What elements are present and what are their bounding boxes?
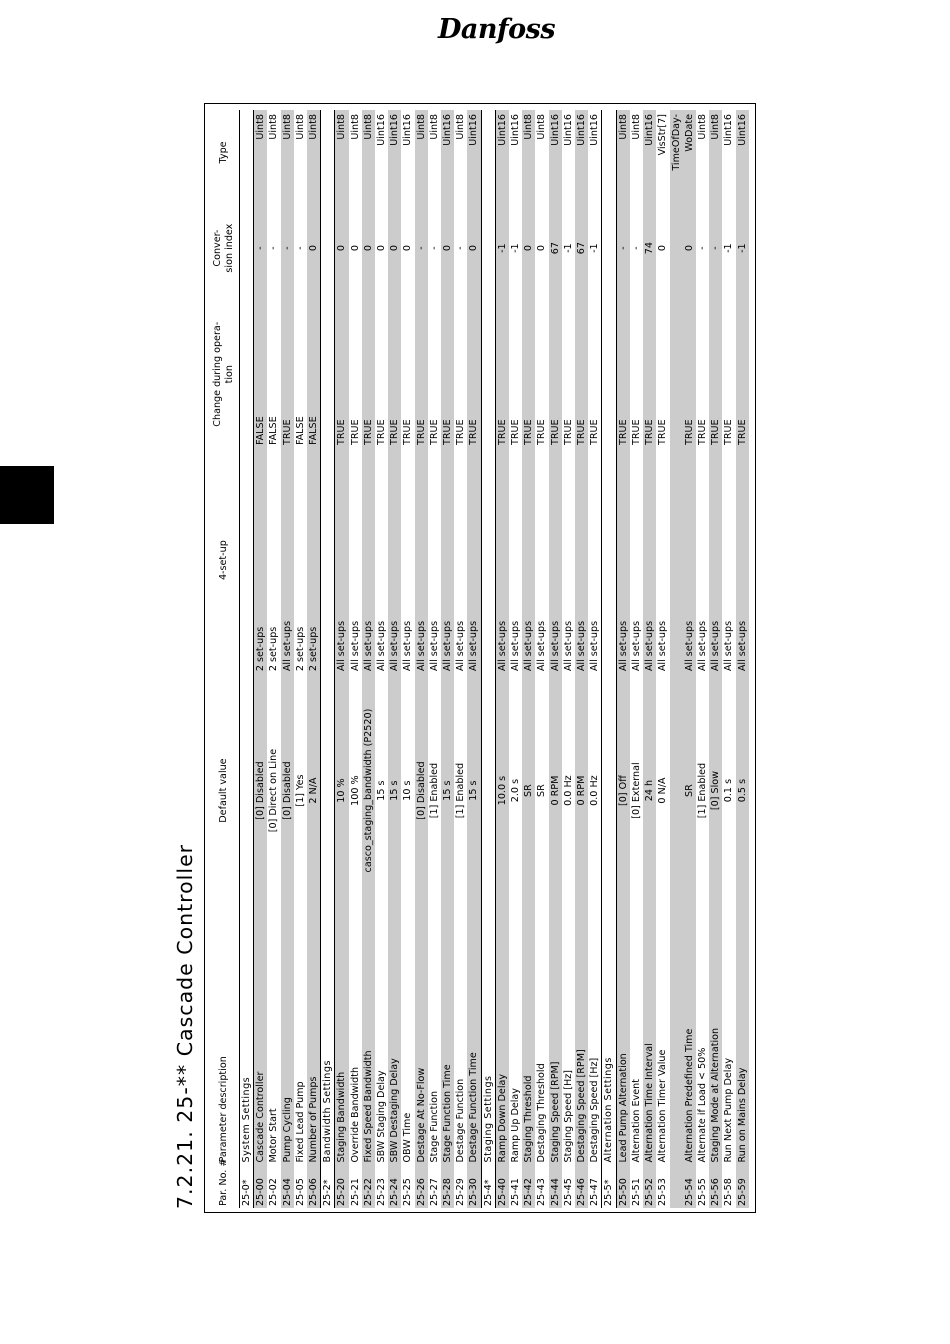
param-type: Uint8 <box>696 114 708 140</box>
param-setup: All set-ups <box>455 620 467 672</box>
param-number: 25-58 <box>723 1178 735 1206</box>
param-change: FALSE <box>268 416 280 446</box>
table-row <box>281 110 294 1208</box>
param-number: 25-45 <box>562 1178 574 1206</box>
param-setup: All set-ups <box>441 447 454 673</box>
param-setup: All set-ups <box>415 447 428 673</box>
param-change: TRUE <box>696 419 708 446</box>
group-number: 25-0* <box>240 1165 254 1208</box>
param-number: 25-24 <box>388 1165 401 1208</box>
param-setup: All set-ups <box>428 620 440 672</box>
header-conversion <box>209 195 240 302</box>
param-setup: All set-ups <box>376 620 388 672</box>
table-row <box>495 110 509 1208</box>
param-type: Uint16 <box>549 110 562 195</box>
param-description: Destaging Speed [RPM] <box>575 908 588 1165</box>
table-row <box>616 110 630 1208</box>
param-type: Uint8 <box>281 110 294 195</box>
param-description: Ramp Down Delay <box>495 908 509 1165</box>
param-conversion: 0 <box>402 245 414 252</box>
param-type: Uint16 <box>441 110 454 195</box>
param-change: TRUE <box>402 419 414 446</box>
param-change: TRUE <box>736 301 749 447</box>
param-conversion: 0 <box>335 195 349 302</box>
param-number: 25-43 <box>536 1178 548 1206</box>
param-number: 25-53 <box>657 1178 669 1206</box>
param-change: FALSE <box>254 301 268 447</box>
param-type: Uint8 <box>268 114 280 140</box>
param-setup: All set-ups <box>616 447 630 673</box>
group-number: 25-4* <box>481 1165 495 1208</box>
param-type: Uint8 <box>536 114 548 140</box>
param-number: 25-46 <box>575 1165 588 1208</box>
param-conversion: - <box>268 246 280 250</box>
table-header-row <box>209 110 240 1208</box>
param-description: Alternation Predefined Time <box>670 908 696 1165</box>
param-change: TRUE <box>536 419 548 446</box>
param-type: Uint16 <box>736 110 749 195</box>
param-conversion: 0 <box>536 245 548 252</box>
param-conversion: 67 <box>549 195 562 302</box>
param-setup: 2 set-ups <box>268 626 280 672</box>
param-default: 0 RPM <box>549 673 562 908</box>
param-description: SBW Staging Delay <box>376 1070 388 1163</box>
table-row <box>670 110 696 1208</box>
param-default: [0] Disabled <box>281 673 294 908</box>
param-conversion: -1 <box>495 195 509 302</box>
group-header-row <box>602 110 616 1208</box>
param-conversion: - <box>696 246 708 250</box>
param-number: 25-41 <box>510 1178 522 1206</box>
param-number: 25-23 <box>376 1178 388 1206</box>
header-par-no: Par. No. # <box>218 1158 230 1206</box>
table-row <box>630 110 643 1208</box>
param-description: Override Bandwidth <box>349 1066 361 1163</box>
param-change: TRUE <box>495 301 509 447</box>
table-row <box>722 110 735 1208</box>
param-description: Fixed Speed Bandwidth <box>362 908 375 1165</box>
param-setup: All set-ups <box>562 620 574 672</box>
param-type-line1: TimeOfDay- <box>670 114 682 171</box>
param-conversion: - <box>281 195 294 302</box>
param-change: TRUE <box>467 301 481 447</box>
param-type: Uint16 <box>510 114 522 146</box>
param-change: TRUE <box>415 301 428 447</box>
header-setup: 4-set-up <box>218 540 229 581</box>
param-default: 100 % <box>349 775 361 806</box>
param-conversion: -1 <box>589 243 601 253</box>
param-number: 25-25 <box>402 1178 414 1206</box>
param-number: 25-22 <box>362 1165 375 1208</box>
param-change: TRUE <box>428 419 440 446</box>
param-type: Uint8 <box>709 110 722 195</box>
param-type: Uint8 <box>335 110 349 195</box>
param-type: Uint16 <box>467 110 481 195</box>
param-change: TRUE <box>630 419 642 446</box>
param-setup: 2 set-ups <box>307 447 321 673</box>
group-number: 25-5* <box>602 1165 616 1208</box>
param-change: TRUE <box>376 419 388 446</box>
param-conversion: -1 <box>736 195 749 302</box>
group-title: System Settings <box>240 110 254 1165</box>
param-description: Alternation Timer Value <box>657 1049 669 1163</box>
param-conversion: 74 <box>643 195 656 302</box>
param-setup: All set-ups <box>630 620 642 672</box>
param-default: 10.0 s <box>495 673 509 908</box>
table-row <box>709 110 722 1208</box>
param-change: TRUE <box>657 419 669 446</box>
header-conv-line2: sion index <box>224 223 235 273</box>
param-conversion: 0 <box>388 195 401 302</box>
table-row <box>254 110 268 1208</box>
table-row <box>267 110 280 1208</box>
param-number: 25-40 <box>495 1165 509 1208</box>
param-conversion: 0 <box>467 195 481 302</box>
param-change: TRUE <box>575 301 588 447</box>
param-change: TRUE <box>562 419 574 446</box>
param-default: 0 RPM <box>575 673 588 908</box>
param-conversion: 0 <box>307 195 321 302</box>
param-default: 10 s <box>402 780 414 801</box>
param-change: TRUE <box>709 301 722 447</box>
group-number: 25-2* <box>321 1165 335 1208</box>
param-default: SR <box>670 673 696 908</box>
param-type: Uint8 <box>522 110 535 195</box>
table-row <box>509 110 522 1208</box>
header-description: Parameter description <box>218 1056 230 1163</box>
param-change: TRUE <box>335 301 349 447</box>
param-change: TRUE <box>522 301 535 447</box>
param-type: Uint8 <box>254 110 268 195</box>
param-default: 15 s <box>388 673 401 908</box>
param-default: [0] Slow <box>709 673 722 908</box>
param-default: [0] Off <box>616 673 630 908</box>
param-number: 25-56 <box>709 1165 722 1208</box>
param-number: 25-51 <box>630 1178 642 1206</box>
table-row <box>335 110 349 1208</box>
param-setup: All set-ups <box>281 447 294 673</box>
table-row <box>349 110 362 1208</box>
param-conversion: - <box>616 195 630 302</box>
param-conversion: 0 <box>349 245 361 252</box>
param-description: Staging Speed [RPM] <box>549 908 562 1165</box>
group-title: Staging Settings <box>481 110 495 1165</box>
table-row <box>588 110 602 1208</box>
table-frame <box>204 103 756 1213</box>
param-description: Destaging Speed [Hz] <box>589 1057 601 1163</box>
group-title: Bandwidth Settings <box>321 110 335 1165</box>
param-number: 25-44 <box>549 1165 562 1208</box>
param-conversion: -1 <box>510 243 522 253</box>
param-type: Uint16 <box>589 114 601 146</box>
param-description: Destage At No-Flow <box>415 908 428 1165</box>
group-header-row <box>240 110 254 1208</box>
param-setup: All set-ups <box>657 620 669 672</box>
chapter-tab-marker <box>0 466 54 524</box>
param-number: 25-21 <box>349 1178 361 1206</box>
param-change: TRUE <box>643 301 656 447</box>
danfoss-logo: Danfoss <box>438 14 556 45</box>
param-change: TRUE <box>362 301 375 447</box>
param-default: 0.1 s <box>723 778 735 803</box>
param-change: FALSE <box>294 416 306 446</box>
param-type: Uint8 <box>362 110 375 195</box>
param-type: Uint8 <box>630 114 642 140</box>
param-number: 25-26 <box>415 1165 428 1208</box>
param-type: Uint16 <box>575 110 588 195</box>
param-setup: All set-ups <box>402 620 414 672</box>
param-conversion: 0 <box>670 195 696 302</box>
param-setup: All set-ups <box>723 620 735 672</box>
param-setup: All set-ups <box>510 620 522 672</box>
param-description: Destage Function <box>455 1078 467 1163</box>
param-conversion: 0 <box>362 195 375 302</box>
param-number: 25-50 <box>616 1165 630 1208</box>
param-default: SR <box>522 673 535 908</box>
param-description: Motor Start <box>268 1108 280 1163</box>
parameter-table <box>209 110 749 1208</box>
param-change: TRUE <box>388 301 401 447</box>
param-default: 0 N/A <box>657 777 669 804</box>
table-row <box>696 110 709 1208</box>
param-default: 0.0 Hz <box>562 775 574 806</box>
param-description: Staging Mode at Alternation <box>709 908 722 1165</box>
table-row <box>428 110 441 1208</box>
param-type: Uint8 <box>307 110 321 195</box>
param-setup: All set-ups <box>549 447 562 673</box>
param-number: 25-42 <box>522 1165 535 1208</box>
param-default: 0.0 Hz <box>589 775 601 806</box>
param-default: 15 s <box>376 780 388 801</box>
param-setup: All set-ups <box>349 620 361 672</box>
param-setup: All set-ups <box>696 620 708 672</box>
table-body <box>240 110 749 1208</box>
param-description: Run on Mains Delay <box>736 908 749 1165</box>
param-default: [0] Disabled <box>254 673 268 908</box>
table-row <box>549 110 562 1208</box>
param-number: 25-02 <box>268 1178 280 1206</box>
param-default: casco_staging_bandwidth (P2520) <box>362 673 375 908</box>
param-change: TRUE <box>510 419 522 446</box>
param-default: [1] Enabled <box>428 762 440 819</box>
header-conv-line1: Conver- <box>212 229 223 267</box>
param-type: Uint16 <box>388 110 401 195</box>
param-setup: 2 set-ups <box>254 447 268 673</box>
param-change: TRUE <box>670 301 696 447</box>
param-change: TRUE <box>589 419 601 446</box>
table-row <box>562 110 575 1208</box>
table-row <box>575 110 588 1208</box>
param-default: [1] Enabled <box>455 762 467 819</box>
param-default: 2.0 s <box>510 778 522 803</box>
param-change: FALSE <box>307 301 321 447</box>
param-description: Staging Speed [Hz] <box>562 1069 574 1163</box>
param-default: [1] Enabled <box>696 762 708 819</box>
param-conversion: - <box>254 195 268 302</box>
table-row <box>388 110 401 1208</box>
table-row <box>467 110 481 1208</box>
param-description: Run Next Pump Delay <box>723 1057 735 1163</box>
param-conversion: - <box>630 246 642 250</box>
param-default: 15 s <box>441 673 454 908</box>
param-conversion: 0 <box>441 195 454 302</box>
param-type: Uint8 <box>616 110 630 195</box>
param-default: [0] Direct on Line <box>268 748 280 833</box>
param-setup: All set-ups <box>670 447 696 673</box>
param-default: [1] Yes <box>294 774 306 807</box>
section-title: 7.2.21. 25-** Cascade Controller <box>173 843 197 1209</box>
table-row <box>362 110 375 1208</box>
param-change: TRUE <box>616 301 630 447</box>
param-type: Uint16 <box>562 114 574 146</box>
header-change <box>209 301 240 447</box>
param-number: 25-47 <box>589 1178 601 1206</box>
param-default: 0.5 s <box>736 673 749 908</box>
param-number: 25-20 <box>335 1165 349 1208</box>
param-type: Uint8 <box>455 114 467 140</box>
param-type: Uint8 <box>415 110 428 195</box>
param-type: Uint16 <box>402 114 414 146</box>
param-number: 25-30 <box>467 1165 481 1208</box>
param-number: 25-28 <box>441 1165 454 1208</box>
param-description: Number of Pumps <box>307 908 321 1165</box>
param-setup: All set-ups <box>522 447 535 673</box>
param-number: 25-04 <box>281 1165 294 1208</box>
param-default: [0] Disabled <box>415 673 428 908</box>
table-row <box>415 110 428 1208</box>
param-default: 2 N/A <box>307 673 321 908</box>
param-default: SR <box>536 784 548 797</box>
param-default: [0] External <box>630 762 642 819</box>
param-conversion: 0 <box>376 245 388 252</box>
param-type-line2: WoDate <box>683 114 695 152</box>
param-default: 15 s <box>467 673 481 908</box>
param-description: Stage Function <box>428 1090 440 1163</box>
param-change: TRUE <box>723 419 735 446</box>
param-conversion: - <box>709 195 722 302</box>
param-description: OBW Time <box>402 1112 414 1163</box>
group-header-row <box>481 110 495 1208</box>
param-type: VisStr[7] <box>657 114 669 156</box>
param-setup: All set-ups <box>362 447 375 673</box>
param-description: Pump Cycling <box>281 908 294 1165</box>
param-type: Uint16 <box>495 110 509 195</box>
param-type: Uint8 <box>294 114 306 140</box>
param-number: 25-06 <box>307 1165 321 1208</box>
param-conversion: -1 <box>723 243 735 253</box>
param-conversion: - <box>294 246 306 250</box>
param-setup: All set-ups <box>575 447 588 673</box>
param-default: 10 % <box>335 673 349 908</box>
param-change: TRUE <box>441 301 454 447</box>
param-conversion: 67 <box>575 195 588 302</box>
table-row <box>643 110 656 1208</box>
param-setup: All set-ups <box>388 447 401 673</box>
param-type: Uint8 <box>428 114 440 140</box>
param-setup: All set-ups <box>736 447 749 673</box>
param-description: Staging Threshold <box>522 908 535 1165</box>
param-conversion: - <box>455 246 467 250</box>
table-row <box>375 110 388 1208</box>
param-type: Uint16 <box>723 114 735 146</box>
param-description: Alternation Event <box>630 1078 642 1163</box>
param-setup: All set-ups <box>643 447 656 673</box>
param-conversion: 0 <box>657 245 669 252</box>
param-number: 25-29 <box>455 1178 467 1206</box>
param-number: 25-52 <box>643 1165 656 1208</box>
param-description: Lead Pump Alternation <box>616 908 630 1165</box>
param-description: Stage Function Time <box>441 908 454 1165</box>
param-default: 24 h <box>643 673 656 908</box>
param-number: 25-27 <box>428 1178 440 1206</box>
param-setup: All set-ups <box>467 447 481 673</box>
param-description: Cascade Controller <box>254 908 268 1165</box>
param-description: Alternate if Load < 50% <box>696 1047 708 1163</box>
table-row <box>307 110 321 1208</box>
param-type: Uint8 <box>349 114 361 140</box>
header-default: Default value <box>218 758 229 823</box>
table-row <box>535 110 548 1208</box>
param-type: Uint16 <box>643 110 656 195</box>
param-setup: All set-ups <box>536 620 548 672</box>
header-change-line1: Change during opera- <box>212 321 223 427</box>
param-description: Destage Function Time <box>467 908 481 1165</box>
param-number: 25-55 <box>696 1178 708 1206</box>
param-description: Ramp Up Delay <box>510 1088 522 1163</box>
param-conversion: -1 <box>562 243 574 253</box>
param-description: SBW Destaging Delay <box>388 908 401 1165</box>
param-change: TRUE <box>455 419 467 446</box>
param-conversion: - <box>428 246 440 250</box>
param-conversion: - <box>415 195 428 302</box>
param-setup: All set-ups <box>335 447 349 673</box>
table-row <box>522 110 535 1208</box>
param-number: 25-05 <box>294 1178 306 1206</box>
param-description: Staging Bandwidth <box>335 908 349 1165</box>
header-change-line2: tion <box>224 365 235 384</box>
param-setup: 2 set-ups <box>294 626 306 672</box>
table-row <box>656 110 669 1208</box>
param-setup: All set-ups <box>495 447 509 673</box>
param-change: TRUE <box>281 301 294 447</box>
param-number: 25-00 <box>254 1165 268 1208</box>
param-type <box>670 110 696 195</box>
group-title: Alternation Settings <box>602 110 616 1165</box>
param-change: TRUE <box>349 419 361 446</box>
table-row <box>294 110 307 1208</box>
param-description: Alternation Time Interval <box>643 908 656 1165</box>
rotated-page-content <box>170 103 760 1213</box>
group-header-row <box>321 110 335 1208</box>
table-row <box>401 110 414 1208</box>
param-description: Destaging Threshold <box>536 1063 548 1163</box>
param-setup: All set-ups <box>709 447 722 673</box>
param-number: 25-54 <box>670 1165 696 1208</box>
header-type: Type <box>218 141 229 164</box>
param-conversion: 0 <box>522 195 535 302</box>
param-type: Uint16 <box>376 114 388 146</box>
param-number: 25-59 <box>736 1165 749 1208</box>
param-setup: All set-ups <box>589 620 601 672</box>
param-change: TRUE <box>549 301 562 447</box>
table-row <box>454 110 467 1208</box>
table-row <box>736 110 749 1208</box>
table-row <box>441 110 454 1208</box>
param-description: Fixed Lead Pump <box>294 1081 306 1163</box>
